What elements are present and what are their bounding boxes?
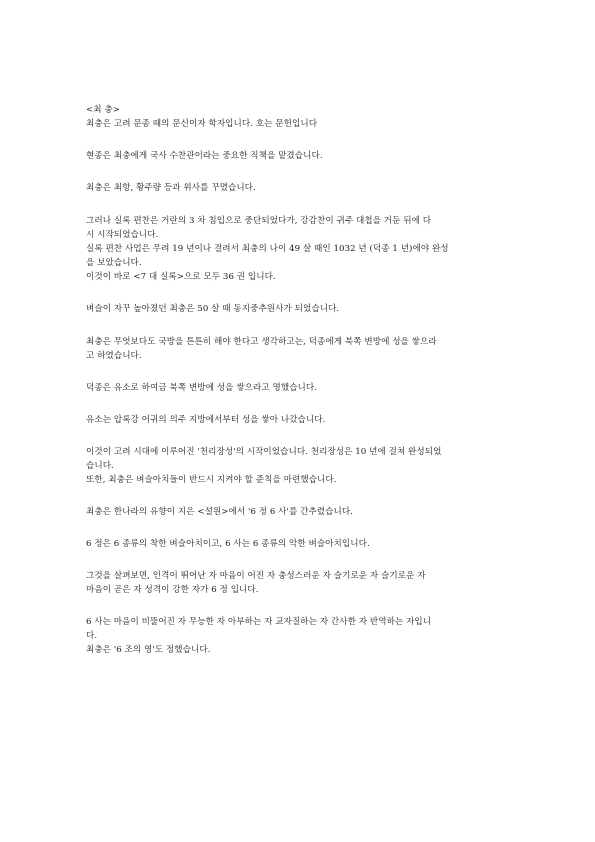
paragraph-gap — [86, 163, 516, 181]
text-line: 최충은 한나라의 유향이 지은 <설원>에서 '6 정 6 사'를 간추렸습니다. — [86, 507, 353, 517]
text-line: 고 하였습니다. — [86, 351, 142, 361]
text-line: 이것이 바로 <7 대 실록>으로 모두 36 권 입니다. — [86, 272, 276, 282]
document-heading: <최 충> — [86, 105, 120, 115]
text-line: 이것이 고려 시대에 이루어진 '천리장성'의 시작이었습니다. 천리장성은 10 년에 걸쳐 완성되었 — [86, 447, 442, 457]
paragraph-gap — [86, 363, 516, 381]
paragraph-gap — [86, 519, 516, 537]
text-line: 최충은 '6 조의 영'도 정했습니다. — [86, 645, 211, 655]
text-line: 덕종은 유소로 하여금 북쪽 변방에 성을 쌓으라고 명했습니다. — [86, 383, 318, 393]
paragraph-gap — [86, 487, 516, 505]
text-line: 벼슬이 자꾸 높아졌던 최충은 50 살 때 동지중추원사가 되었습니다. — [86, 304, 340, 314]
paragraph-gap — [86, 597, 516, 615]
document-body — [86, 103, 516, 657]
text-line: 다. — [86, 631, 98, 641]
text-line: 시 시작되었습니다. — [86, 230, 159, 240]
paragraph-gap — [86, 316, 516, 335]
text-line: 실록 편찬 사업은 무려 19 년이나 걸려서 최충의 나이 49 살 때인 1032 년 (덕종 1 년)에야 완성 — [86, 244, 449, 254]
text-line: 6 정은 6 종류의 착한 벼슬아치이고, 6 사는 6 종류의 악한 벼슬아치입니다. — [86, 539, 370, 549]
paragraph-gap — [86, 395, 516, 413]
text-line: 마음이 곧은 자 성격이 강한 자가 6 정 입니다. — [86, 585, 259, 595]
text-line: 현종은 최충에게 국사 수찬관이라는 중요한 직책을 맡겼습니다. — [86, 151, 323, 161]
paragraph-gap — [86, 284, 516, 302]
paragraph-gap — [86, 427, 516, 445]
text-line: 을 보았습니다. — [86, 258, 142, 268]
text-line: 유소는 압록강 어귀의 의주 지방에서부터 성을 쌓아 나갔습니다. — [86, 415, 326, 425]
text-line: 습니다. — [86, 461, 114, 471]
paragraph-gap — [86, 131, 516, 149]
text-line: 6 사는 마음이 비뚤어진 자 무능한 자 아부하는 자 교자질하는 자 간사한 자 반역하는 자입니 — [86, 617, 432, 627]
text-line: 그러나 실록 편찬은 거란의 3 차 침입으로 중단되었다가, 강감찬이 귀주 대첩을 거둔 뒤에 다 — [86, 216, 432, 226]
text-line: 최충은 최항, 황주량 등과 위사를 꾸몄습니다. — [86, 183, 256, 193]
text-line: 최충은 무엇보다도 국방을 튼튼히 해야 한다고 생각하고는, 덕종에게 북쪽 변방에 성을 쌓으라 — [86, 337, 437, 347]
text-line: 최충은 고려 문종 때의 문신이자 학자입니다. 호는 문헌입니다 — [86, 119, 318, 129]
paragraph-gap — [86, 551, 516, 569]
paragraph-gap — [86, 195, 516, 214]
text-line: 또한, 최충은 벼슬아치들이 반드시 지켜야 할 준칙을 마련했습니다. — [86, 475, 337, 485]
text-line: 그것을 살펴보면, 인격이 뛰어난 자 마음이 어진 자 충성스러운 자 슬기로운 자 슬기로운 자 — [86, 571, 426, 581]
